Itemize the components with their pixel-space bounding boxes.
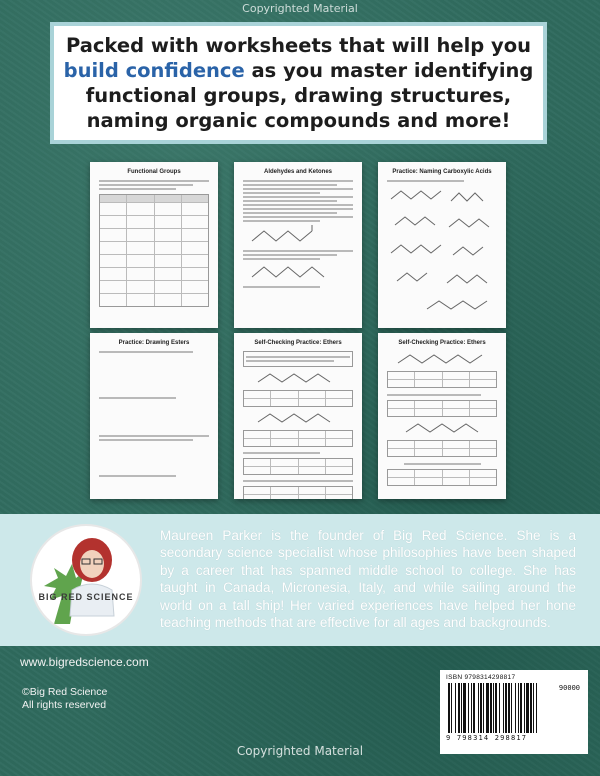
watermark-top: Copyrighted Material: [242, 2, 358, 15]
worksheet-title: Practice: Naming Carboxylic Acids: [392, 169, 492, 175]
copyright-notice: [22, 686, 107, 712]
barcode-digits: 9 798314 298817: [446, 734, 528, 742]
worksheet-table: [99, 194, 209, 307]
barcode-bar: [495, 683, 497, 733]
watermark-bottom: Copyrighted Material: [236, 744, 364, 758]
copyright-line2: All rights reserved: [22, 699, 107, 711]
worksheet-title: Practice: Drawing Esters: [118, 340, 190, 346]
barcode-bar: [468, 683, 469, 733]
logo-text: BIG RED SCIENCE: [38, 592, 134, 602]
barcode-bar: [508, 683, 510, 733]
molecule-diagram: [248, 225, 348, 247]
worksheet-thumbnail: [90, 333, 218, 499]
isbn-label: ISBN 9798314298817: [446, 674, 516, 681]
barcode-bar: [480, 683, 482, 733]
barcode-bar: [511, 683, 512, 733]
barcode-bar: [533, 683, 534, 733]
barcode-bar: [478, 683, 479, 733]
barcode-bar: [493, 683, 494, 733]
headline: [54, 33, 543, 133]
worksheet-title: Aldehydes and Ketones: [263, 169, 332, 175]
headline-part1: Packed with worksheets that will help you: [65, 34, 532, 57]
author-bio: Maureen Parker is the founder of Big Red Science. She is a secondary science specialist whose philosophies have been shaped by a career that has spanned middle school to college. She has taught in Canada, Micronesia, Italy, and while sailing around the world on a tall ship! Her varied experiences have helped her hone teaching methods that are effective for all ages and backgrounds.: [160, 528, 576, 631]
barcode-bar: [483, 683, 484, 733]
headline-part2: as you master identifying functional groups, drawing structures, naming organic compounds and more!: [85, 59, 534, 132]
barcode-bar: [526, 683, 529, 733]
barcode-bar: [499, 683, 500, 733]
barcode-bar: [503, 683, 504, 733]
barcode-bar: [518, 683, 519, 733]
molecule-diagram: [392, 420, 492, 436]
isbn-barcode: [440, 670, 588, 754]
worksheet-title: Self-Checking Practice: Ethers: [254, 340, 342, 346]
barcode-bar: [458, 683, 460, 733]
worksheet-thumbnail: [234, 162, 362, 328]
worksheet-thumbnail: [378, 333, 506, 499]
barcode-bar: [455, 683, 456, 733]
barcode-bar: [448, 683, 450, 733]
barcode-bar: [451, 683, 452, 733]
barcode-bar: [486, 683, 489, 733]
worksheet-thumbnail: [234, 333, 362, 499]
worksheet-thumbnail: [90, 162, 218, 328]
copyright-line1: ©Big Red Science: [22, 686, 108, 698]
barcode-bar: [461, 683, 462, 733]
worksheet-title: Self-Checking Practice: Ethers: [398, 340, 486, 346]
molecule-diagram: [248, 410, 348, 426]
price-code: 90000: [558, 684, 580, 692]
barcode-bar: [471, 683, 472, 733]
molecule-diagram: [248, 370, 348, 386]
headline-box: [50, 22, 547, 144]
molecule-diagram: [248, 263, 348, 283]
barcode-bar: [520, 683, 522, 733]
logo-illustration: [32, 526, 140, 634]
barcode-bar: [463, 683, 466, 733]
headline-accent: build confidence: [63, 59, 245, 82]
barcode-bar: [473, 683, 475, 733]
website-link[interactable]: www.bigredscience.com: [20, 655, 149, 669]
molecule-diagram: [392, 351, 492, 367]
worksheet-thumbnail: [378, 162, 506, 328]
barcode-bar: [490, 683, 492, 733]
big-red-science-logo: [30, 524, 142, 636]
molecule-diagrams: [387, 185, 497, 315]
barcode-bar: [536, 683, 537, 733]
worksheet-title: Functional Groups: [127, 169, 181, 175]
barcode-bar: [530, 683, 532, 733]
barcode-bar: [505, 683, 507, 733]
barcode-bar: [524, 683, 525, 733]
barcode-bar: [515, 683, 516, 733]
